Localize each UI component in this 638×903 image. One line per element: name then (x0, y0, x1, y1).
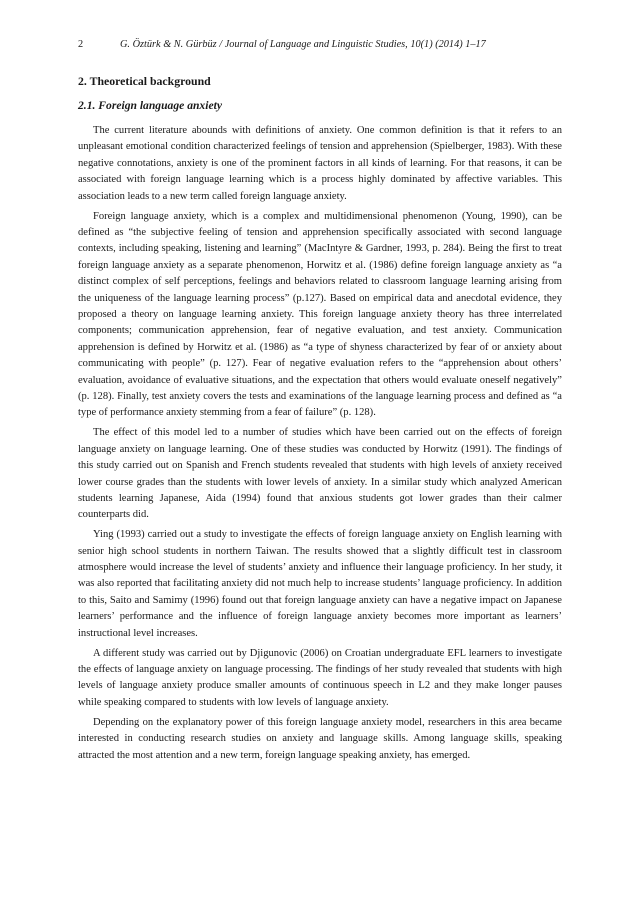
running-header (78, 38, 562, 51)
paragraph-4: Ying (1993) carried out a study to investigate the effects of foreign language anxiety on English learning with senior high school students in northern Taiwan. The results showed that a slightly difficult test in classroom atmosphere would increase the level of students’ anxiety and influence their language proficiency. In her study, it was also reported that facilitating anxiety did not much help to increase students’ language proficiency. In addition to this, Saito and Samimy (1996) found out that foreign language anxiety can have a negative impact on Japanese learners’ performance and the influence of foreign language anxiety becomes more important as learners’ instructional level increases. (78, 529, 562, 639)
article-page (78, 38, 562, 767)
page-number: 2 (78, 39, 84, 50)
paragraph-3: The effect of this model led to a number of studies which have been carried out on the effects of foreign language anxiety on language learning. One of these studies was conducted by Horwitz (1991). The findings of this study carried out on Spanish and French students revealed that students with high levels of anxiety received lower course grades than the students with lower levels of anxiety. In a similar study which analyzed American students learning Japanese, Aida (1994) found that anxious students got lower grades than their calmer counterparts did. (78, 427, 562, 521)
paragraph-1: The current literature abounds with definitions of anxiety. One common definition is that it refers to an unpleasant emotional condition characterized feelings of tension and apprehension (Spielberger, 1983). With these negative connotations, anxiety is one of the prominent factors in all kinds of learning. For that reasons, it can be associated with foreign language learning which is a process highly dominated by affective variables. This association leads to a new term called foreign language anxiety. (78, 125, 562, 202)
section-heading: 2. Theoretical background (78, 74, 211, 88)
subsection-heading: 2.1. Foreign language anxiety (78, 99, 222, 112)
paragraph-5: A different study was carried out by Djigunovic (2006) on Croatian undergraduate EFL learners to investigate the effects of language anxiety on language processing. The findings of her study revealed that students with high levels of language anxiety produce smaller amounts of continuous speech in L2 and they make longer pauses while speaking compared to students with low levels of language anxiety. (78, 647, 562, 708)
paragraph-2: Foreign language anxiety, which is a complex and multidimensional phenomenon (Young, 1990), can be defined as “the subjective feeling of tension and apprehension specifically associated with second language contexts, including speaking, listening and learning” (MacIntyre & Gardner, 1993, p. 284). Being the first to treat foreign language anxiety as a separate phenomenon, Horwitz et al. (1986) define foreign language anxiety as “a distinct complex of self perceptions, feelings and behaviors related to classroom language learning arising from the uniqueness of the language learning process” (p.127). Based on empirical data and anecdotal evidence, they proposed a theory on language learning anxiety. This foreign language anxiety theory has three interrelated components; communication apprehension, fear of negative evaluation, and test anxiety. Communication apprehension is defined by Horwitz et al. (1986) as “a type of shyness characterized by fear of or anxiety about communicating with people” (p. 127). Fear of negative evaluation refers to the “apprehension about others’ evaluation, avoidance of evaluative situations, and the expectation that others would evaluate oneself negatively” (p. 128). Finally, test anxiety covers the tests and examinations of the language learning process and defined as “a type of performance anxiety stemming from a fear of failure” (p. 128). (78, 210, 562, 419)
body-text (78, 123, 562, 764)
paragraph-6: Depending on the explanatory power of this foreign language anxiety model, researchers in this area became interested in conducting research studies on anxiety and language skills. Among language skills, speaking attracted the most attention and a new term, foreign language speaking anxiety, has emerged. (78, 716, 562, 761)
journal-citation: G. Öztürk & N. Gürbüz / Journal of Language and Linguistic Studies, 10(1) (2014) 1–17 (120, 39, 486, 50)
